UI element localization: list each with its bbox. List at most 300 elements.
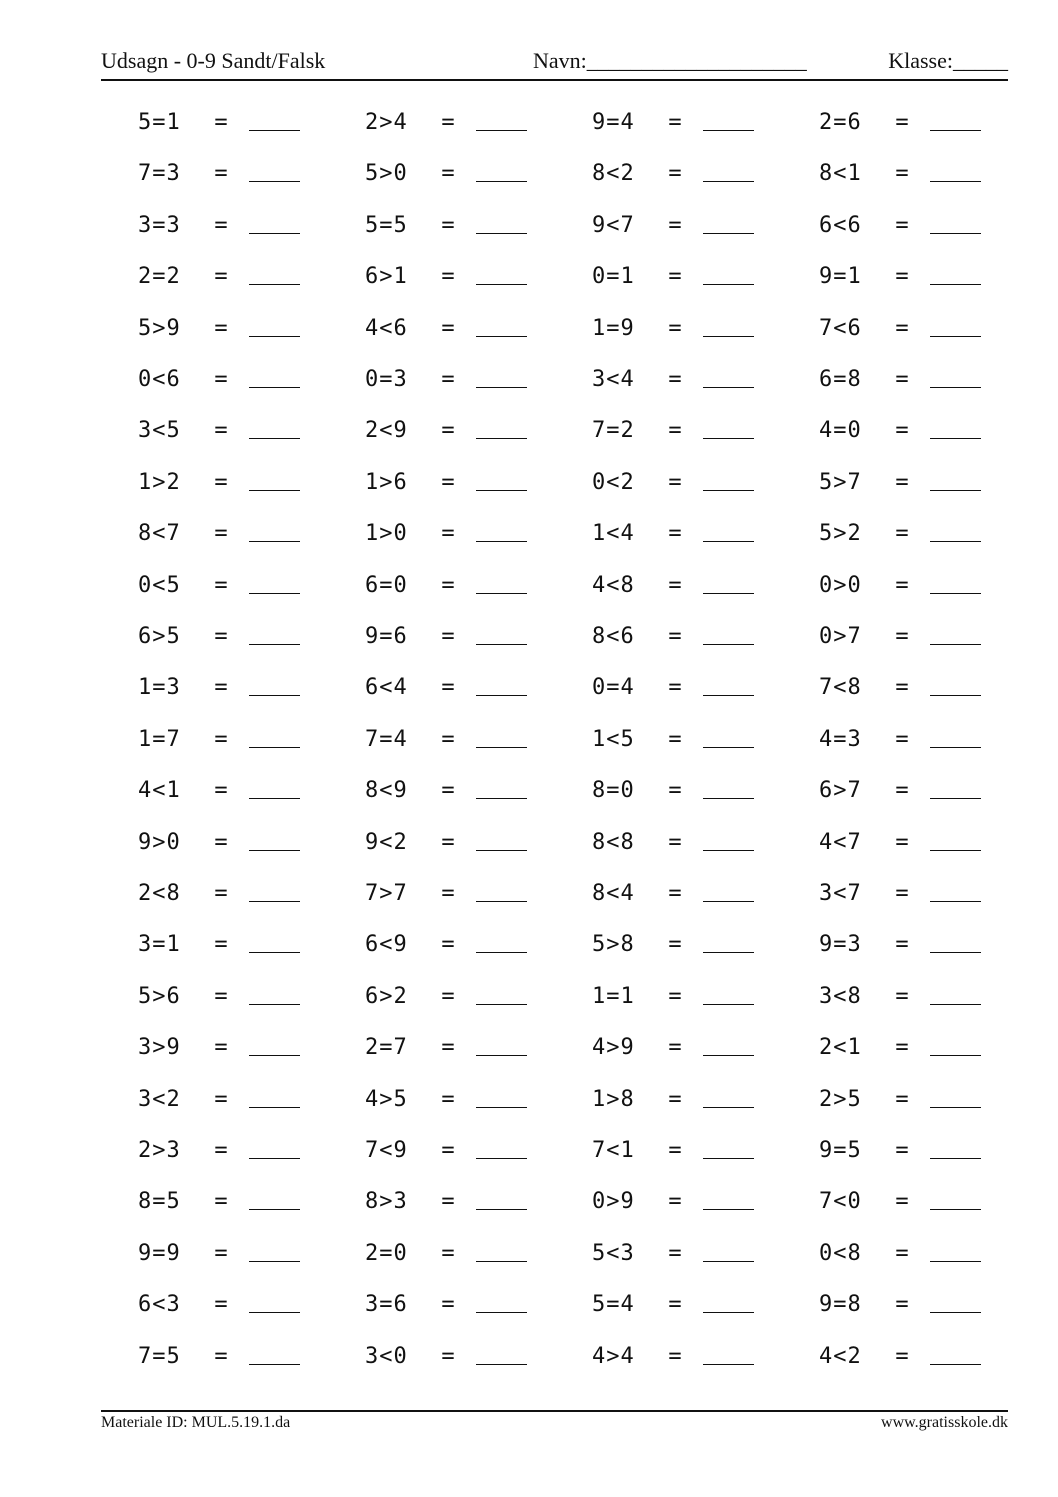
answer-blank[interactable] <box>249 365 300 388</box>
equals-sign: = <box>441 315 455 341</box>
problem-item <box>592 211 754 251</box>
answer-blank[interactable] <box>703 879 754 902</box>
statement-text: 4>5 <box>365 1086 408 1112</box>
statement-text: 7<0 <box>819 1189 862 1215</box>
problem-item <box>138 519 300 559</box>
problem-item <box>365 725 527 765</box>
statement-text: 2<8 <box>138 881 181 906</box>
equals-sign: = <box>668 1240 682 1266</box>
problem-item <box>138 108 300 148</box>
statement-text: 8=0 <box>592 778 635 804</box>
answer-blank[interactable] <box>249 930 300 953</box>
problem-item <box>138 571 300 611</box>
equals-sign: = <box>441 624 455 649</box>
equals-sign: = <box>895 572 909 598</box>
equals-sign: = <box>214 572 228 598</box>
answer-blank[interactable] <box>476 1085 527 1108</box>
equals-sign: = <box>214 1343 228 1369</box>
statement-text: 3<4 <box>592 367 635 392</box>
problem-item <box>365 1342 527 1382</box>
statement-text: 6>7 <box>819 778 862 804</box>
answer-blank[interactable] <box>930 673 981 696</box>
problem-item <box>365 982 527 1022</box>
equals-sign: = <box>895 1240 909 1266</box>
statement-text: 1>8 <box>592 1086 635 1112</box>
equals-sign: = <box>668 1292 682 1318</box>
answer-blank[interactable] <box>930 108 981 131</box>
answer-blank[interactable] <box>930 211 981 234</box>
problem-item <box>365 416 527 456</box>
statement-text: 0=4 <box>592 675 635 701</box>
problem-item <box>592 1136 754 1176</box>
equals-sign: = <box>668 1343 682 1369</box>
answer-blank[interactable] <box>476 776 527 799</box>
problem-row <box>138 159 998 199</box>
statement-text: 0>9 <box>592 1189 635 1215</box>
statement-text: 6<3 <box>138 1292 181 1318</box>
statement-text: 4<7 <box>819 829 862 855</box>
answer-blank[interactable] <box>476 519 527 542</box>
answer-blank[interactable] <box>703 982 754 1005</box>
problem-item <box>365 1187 527 1227</box>
answer-blank[interactable] <box>930 1187 981 1210</box>
problem-row <box>138 1290 998 1330</box>
equals-sign: = <box>895 624 909 649</box>
problem-item <box>592 468 754 508</box>
answer-blank[interactable] <box>930 159 981 182</box>
answer-blank[interactable] <box>249 725 300 748</box>
equals-sign: = <box>214 110 228 135</box>
problem-item <box>365 1085 527 1125</box>
problem-item <box>138 159 300 199</box>
equals-sign: = <box>214 264 228 290</box>
problem-item <box>365 211 527 251</box>
statement-text: 5>8 <box>592 932 635 958</box>
answer-blank[interactable] <box>930 1239 981 1262</box>
answer-blank[interactable] <box>249 416 300 439</box>
answer-blank[interactable] <box>476 1342 527 1365</box>
material-id: Materiale ID: MUL.5.19.1.da <box>101 1414 291 1431</box>
equals-sign: = <box>214 1138 228 1163</box>
problem-item <box>592 365 754 405</box>
answer-blank[interactable] <box>703 108 754 131</box>
answer-blank[interactable] <box>703 1187 754 1210</box>
problem-row <box>138 571 998 611</box>
equals-sign: = <box>895 1292 909 1318</box>
equals-sign: = <box>895 315 909 341</box>
problem-item <box>592 108 754 148</box>
answer-blank[interactable] <box>703 776 754 799</box>
answer-blank[interactable] <box>249 982 300 1005</box>
answer-blank[interactable] <box>703 930 754 953</box>
problem-item <box>365 1136 527 1176</box>
problem-item <box>592 673 754 713</box>
equals-sign: = <box>895 1035 909 1061</box>
problem-row <box>138 776 998 816</box>
problem-row <box>138 1033 998 1073</box>
answer-blank[interactable] <box>703 1239 754 1262</box>
answer-blank[interactable] <box>930 622 981 645</box>
answer-blank[interactable] <box>249 519 300 542</box>
statement-text: 9=1 <box>819 264 862 290</box>
problem-item <box>592 1033 754 1073</box>
answer-blank[interactable] <box>476 314 527 337</box>
statement-text: 6=8 <box>819 367 862 392</box>
problem-item <box>138 1290 300 1330</box>
equals-sign: = <box>668 212 682 238</box>
equals-sign: = <box>895 161 909 187</box>
statement-text: 7>7 <box>365 881 408 906</box>
equals-sign: = <box>895 1086 909 1112</box>
statement-text: 5>6 <box>138 983 181 1009</box>
problem-item <box>138 725 300 765</box>
equals-sign: = <box>214 367 228 392</box>
statement-text: 9<2 <box>365 829 408 855</box>
problem-row <box>138 1085 998 1125</box>
answer-blank[interactable] <box>249 1290 300 1313</box>
statement-text: 1=3 <box>138 675 181 701</box>
answer-blank[interactable] <box>476 1033 527 1056</box>
statement-text: 3<8 <box>819 983 862 1009</box>
statement-text: 3<5 <box>138 418 181 444</box>
statement-text: 6<9 <box>365 932 408 958</box>
statement-text: 5<3 <box>592 1240 635 1266</box>
answer-blank[interactable] <box>930 1342 981 1365</box>
equals-sign: = <box>441 1035 455 1061</box>
answer-blank[interactable] <box>249 1085 300 1108</box>
problem-item <box>819 828 981 868</box>
problem-item <box>365 776 527 816</box>
answer-blank[interactable] <box>703 1136 754 1159</box>
equals-sign: = <box>895 1189 909 1215</box>
answer-blank[interactable] <box>703 1085 754 1108</box>
answer-blank[interactable] <box>476 622 527 645</box>
equals-sign: = <box>214 521 228 547</box>
equals-sign: = <box>895 983 909 1009</box>
statement-text: 1>0 <box>365 521 408 547</box>
answer-blank[interactable] <box>703 314 754 337</box>
answer-blank[interactable] <box>476 982 527 1005</box>
answer-blank[interactable] <box>476 725 527 748</box>
answer-blank[interactable] <box>249 828 300 851</box>
problem-item <box>819 930 981 970</box>
equals-sign: = <box>441 675 455 701</box>
equals-sign: = <box>895 212 909 238</box>
equals-sign: = <box>214 932 228 958</box>
equals-sign: = <box>895 778 909 804</box>
answer-blank[interactable] <box>930 314 981 337</box>
statement-text: 8<1 <box>819 161 862 187</box>
problem-item <box>365 314 527 354</box>
equals-sign: = <box>214 778 228 804</box>
answer-blank[interactable] <box>249 1239 300 1262</box>
answer-blank[interactable] <box>930 468 981 491</box>
answer-blank[interactable] <box>930 930 981 953</box>
equals-sign: = <box>668 1035 682 1061</box>
problem-item <box>365 1290 527 1330</box>
equals-sign: = <box>214 212 228 238</box>
statement-text: 2>5 <box>819 1086 862 1112</box>
problem-item <box>365 1239 527 1279</box>
answer-blank[interactable] <box>249 468 300 491</box>
statement-text: 7<6 <box>819 315 862 341</box>
problem-row <box>138 1187 998 1227</box>
answer-blank[interactable] <box>703 622 754 645</box>
problem-row <box>138 211 998 251</box>
problem-item <box>138 1342 300 1382</box>
statement-text: 4>4 <box>592 1343 635 1369</box>
problem-item <box>819 879 981 919</box>
equals-sign: = <box>214 881 228 906</box>
problem-item <box>819 776 981 816</box>
problem-item <box>592 519 754 559</box>
problem-row <box>138 262 998 302</box>
answer-blank[interactable] <box>703 1342 754 1365</box>
problem-row <box>138 828 998 868</box>
answer-blank[interactable] <box>249 159 300 182</box>
problem-item <box>138 1239 300 1279</box>
problem-item <box>592 1085 754 1125</box>
equals-sign: = <box>441 1292 455 1318</box>
equals-sign: = <box>214 1292 228 1318</box>
answer-blank[interactable] <box>930 725 981 748</box>
statement-text: 4=0 <box>819 418 862 444</box>
equals-sign: = <box>895 469 909 495</box>
problem-item <box>138 1033 300 1073</box>
answer-blank[interactable] <box>703 571 754 594</box>
statement-text: 5>7 <box>819 469 862 495</box>
equals-sign: = <box>441 572 455 598</box>
equals-sign: = <box>668 315 682 341</box>
answer-blank[interactable] <box>249 211 300 234</box>
equals-sign: = <box>668 624 682 649</box>
problem-item <box>138 1136 300 1176</box>
answer-blank[interactable] <box>930 416 981 439</box>
statement-text: 7<1 <box>592 1138 635 1163</box>
equals-sign: = <box>214 315 228 341</box>
statement-text: 8>3 <box>365 1189 408 1215</box>
problem-item <box>819 519 981 559</box>
equals-sign: = <box>214 624 228 649</box>
answer-blank[interactable] <box>476 108 527 131</box>
answer-blank[interactable] <box>476 365 527 388</box>
equals-sign: = <box>441 1086 455 1112</box>
equals-sign: = <box>441 367 455 392</box>
problem-item <box>819 673 981 713</box>
equals-sign: = <box>441 418 455 444</box>
problem-item <box>592 1342 754 1382</box>
statement-text: 4<6 <box>365 315 408 341</box>
equals-sign: = <box>668 675 682 701</box>
answer-blank[interactable] <box>703 519 754 542</box>
answer-blank[interactable] <box>703 673 754 696</box>
answer-blank[interactable] <box>476 930 527 953</box>
statement-text: 4>9 <box>592 1035 635 1061</box>
equals-sign: = <box>214 675 228 701</box>
answer-blank[interactable] <box>249 262 300 285</box>
problem-item <box>592 416 754 456</box>
answer-blank[interactable] <box>249 1187 300 1210</box>
equals-sign: = <box>441 521 455 547</box>
answer-blank[interactable] <box>703 262 754 285</box>
problem-item <box>365 159 527 199</box>
statement-text: 3<2 <box>138 1086 181 1112</box>
answer-blank[interactable] <box>930 776 981 799</box>
answer-blank[interactable] <box>703 828 754 851</box>
equals-sign: = <box>895 110 909 135</box>
footer-divider <box>101 1410 1008 1412</box>
answer-blank[interactable] <box>249 1342 300 1365</box>
answer-blank[interactable] <box>476 571 527 594</box>
answer-blank[interactable] <box>249 314 300 337</box>
problem-item <box>138 622 300 662</box>
problem-item <box>365 930 527 970</box>
problem-item <box>138 879 300 919</box>
statement-text: 2=7 <box>365 1035 408 1061</box>
problem-row <box>138 365 998 405</box>
answer-blank[interactable] <box>703 365 754 388</box>
header-divider <box>101 79 1008 81</box>
statement-text: 6>5 <box>138 624 181 649</box>
answer-blank[interactable] <box>476 1187 527 1210</box>
equals-sign: = <box>668 161 682 187</box>
problem-item <box>138 211 300 251</box>
answer-blank[interactable] <box>249 673 300 696</box>
problem-item <box>365 622 527 662</box>
problem-item <box>819 108 981 148</box>
problem-item <box>592 1239 754 1279</box>
answer-blank[interactable] <box>476 879 527 902</box>
answer-blank[interactable] <box>476 673 527 696</box>
answer-blank[interactable] <box>930 1136 981 1159</box>
problem-item <box>592 930 754 970</box>
answer-blank[interactable] <box>476 262 527 285</box>
statement-text: 2=0 <box>365 1240 408 1266</box>
answer-blank[interactable] <box>930 1290 981 1313</box>
equals-sign: = <box>214 829 228 855</box>
statement-text: 1=1 <box>592 983 635 1009</box>
equals-sign: = <box>668 983 682 1009</box>
answer-blank[interactable] <box>930 828 981 851</box>
answer-blank[interactable] <box>249 571 300 594</box>
worksheet-header <box>101 48 1008 78</box>
answer-blank[interactable] <box>703 725 754 748</box>
statement-text: 4<2 <box>819 1343 862 1369</box>
statement-text: 7=3 <box>138 161 181 187</box>
answer-blank[interactable] <box>476 211 527 234</box>
answer-blank[interactable] <box>703 1290 754 1313</box>
answer-blank[interactable] <box>249 776 300 799</box>
problem-item <box>365 519 527 559</box>
website-link[interactable]: www.gratisskole.dk <box>881 1414 1008 1431</box>
statement-text: 9<7 <box>592 212 635 238</box>
answer-blank[interactable] <box>930 1033 981 1056</box>
problem-item <box>819 1136 981 1176</box>
equals-sign: = <box>441 1343 455 1369</box>
answer-blank[interactable] <box>476 1136 527 1159</box>
answer-blank[interactable] <box>476 416 527 439</box>
statement-text: 9>0 <box>138 829 181 855</box>
statement-text: 5>9 <box>138 315 181 341</box>
equals-sign: = <box>441 983 455 1009</box>
statement-text: 1<5 <box>592 726 635 752</box>
equals-sign: = <box>441 1240 455 1266</box>
answer-blank[interactable] <box>930 982 981 1005</box>
answer-blank[interactable] <box>930 519 981 542</box>
statement-text: 5=1 <box>138 110 181 135</box>
answer-blank[interactable] <box>703 1033 754 1056</box>
problem-item <box>592 1290 754 1330</box>
worksheet-title: Udsagn - 0-9 Sandt/Falsk <box>101 48 326 73</box>
statement-text: 2>4 <box>365 110 408 135</box>
answer-blank[interactable] <box>476 1239 527 1262</box>
answer-blank[interactable] <box>930 1085 981 1108</box>
answer-blank[interactable] <box>476 159 527 182</box>
equals-sign: = <box>441 726 455 752</box>
statement-text: 7<9 <box>365 1138 408 1163</box>
statement-text: 7<8 <box>819 675 862 701</box>
answer-blank[interactable] <box>476 468 527 491</box>
statement-text: 5>0 <box>365 161 408 187</box>
equals-sign: = <box>895 881 909 906</box>
answer-blank[interactable] <box>703 211 754 234</box>
answer-blank[interactable] <box>249 108 300 131</box>
statement-text: 3<7 <box>819 881 862 906</box>
problem-item <box>365 571 527 611</box>
equals-sign: = <box>668 1138 682 1163</box>
answer-blank[interactable] <box>930 571 981 594</box>
statement-text: 9=8 <box>819 1292 862 1318</box>
statement-text: 3<0 <box>365 1343 408 1369</box>
equals-sign: = <box>214 1189 228 1215</box>
equals-sign: = <box>214 1035 228 1061</box>
statement-text: 0<5 <box>138 572 181 598</box>
answer-blank[interactable] <box>930 879 981 902</box>
answer-blank[interactable] <box>703 159 754 182</box>
problem-item <box>138 930 300 970</box>
statement-text: 3=3 <box>138 212 181 238</box>
answer-blank[interactable] <box>249 622 300 645</box>
answer-blank[interactable] <box>249 879 300 902</box>
equals-sign: = <box>214 469 228 495</box>
worksheet-footer <box>101 1414 1008 1436</box>
problem-item <box>365 468 527 508</box>
problem-item <box>592 262 754 302</box>
answer-blank[interactable] <box>703 468 754 491</box>
answer-blank[interactable] <box>476 1290 527 1313</box>
statement-text: 9=9 <box>138 1240 181 1266</box>
problem-item <box>592 1187 754 1227</box>
name-field[interactable]: Navn:____________________ <box>533 48 807 73</box>
problem-item <box>592 879 754 919</box>
equals-sign: = <box>668 367 682 392</box>
answer-blank[interactable] <box>249 1033 300 1056</box>
statement-text: 8<8 <box>592 829 635 855</box>
problem-row <box>138 622 998 662</box>
statement-text: 1=9 <box>592 315 635 341</box>
problem-item <box>592 725 754 765</box>
class-field[interactable]: Klasse:_____ <box>888 48 1008 73</box>
answer-blank[interactable] <box>930 365 981 388</box>
problem-item <box>592 622 754 662</box>
problem-item <box>819 982 981 1022</box>
answer-blank[interactable] <box>703 416 754 439</box>
answer-blank[interactable] <box>930 262 981 285</box>
answer-blank[interactable] <box>249 1136 300 1159</box>
statement-text: 7=4 <box>365 726 408 752</box>
equals-sign: = <box>895 726 909 752</box>
answer-blank[interactable] <box>476 828 527 851</box>
